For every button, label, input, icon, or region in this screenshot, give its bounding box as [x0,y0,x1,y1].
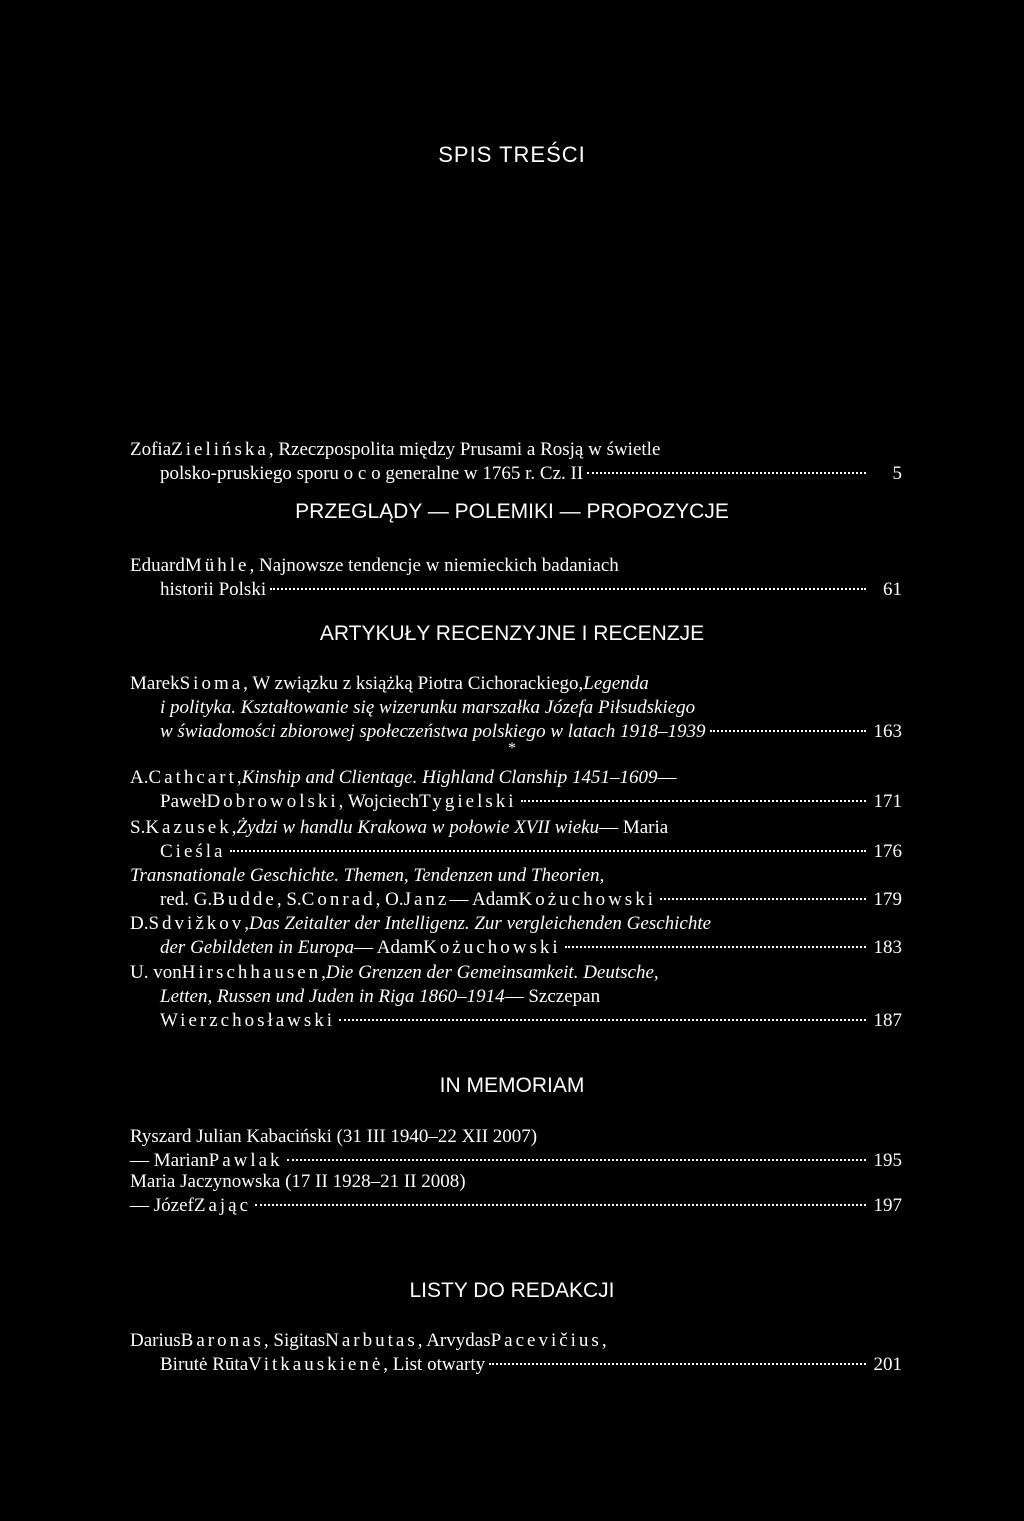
leader-dots [339,1019,866,1021]
text-span: Wierzchosławski [160,1010,336,1031]
text-span: Pawlak [208,1150,283,1171]
text-span: Tygielski [419,791,517,812]
text-span: Vitkauskienė [248,1354,384,1375]
toc-line [130,961,902,985]
page-title: SPIS TREŚCI [438,142,586,167]
text-span: Zielińska [171,439,269,460]
text-span: , [236,767,242,788]
section-heading-artykuly: ARTYKUŁY RECENZYJNE I RECENZJE [319,622,705,645]
toc-entry-jaczynowska [130,1170,902,1218]
text-span: — Maria [599,817,669,838]
toc-line [130,766,902,790]
text-span: , Sigitas [263,1330,326,1351]
toc-line [130,790,902,814]
section-heading-memoriam: IN MEMORIAM [439,1074,585,1097]
leader-dots [565,946,866,948]
text-span: , Rzeczpospolita między Prusami a Rosją w świetle [268,439,661,460]
page-number: 195 [873,1150,902,1171]
leader-dots [489,1363,866,1365]
toc-entry-sioma [130,672,902,744]
leader-dots [710,730,866,732]
page-number: 179 [873,889,902,910]
toc-entry-kabacinski [130,1125,902,1173]
text-span: Paweł [160,791,207,812]
text-span: Das Zeitalter der Intelligenz. Zur vergleichenden Geschichte [249,913,712,934]
text-span: Narbutas [325,1330,418,1351]
text-span: Transnationale Geschichte. Themen, Tendenzen und Theorien, [130,865,605,886]
toc-entry-hirschhausen [130,961,902,1033]
toc-line [130,438,902,462]
text-span: Baronas [180,1330,264,1351]
toc-line [130,1009,902,1033]
text-span: U. von [130,962,182,983]
toc-line [130,912,902,936]
text-span: , [244,913,250,934]
text-span: Legenda [583,673,649,694]
text-span: , W związku z książką Piotra Cichorackiego, [243,673,584,694]
toc-line [130,840,902,864]
toc-entry-sdvizkov [130,912,902,960]
toc-line [130,1170,902,1194]
toc-line [130,888,902,912]
page-number: 176 [873,841,902,862]
leader-dots [255,1204,866,1206]
text-span: — Adam [449,889,519,910]
text-span: Janz [403,889,450,910]
text-span: , [231,817,237,838]
text-span: Letten, Russen und Juden in Riga 1860–1914 [160,986,505,1007]
text-span: historii Polski [160,579,267,600]
toc-line [130,1329,902,1353]
text-span: der Gebildeten in Europa [160,937,355,958]
toc-entry-muhle [130,554,902,602]
text-span: Kożuchowski [518,889,656,910]
text-span: Cathcart [148,767,237,788]
toc-line [130,1353,902,1377]
text-span: Eduard [130,555,185,576]
text-span: — Marian [130,1150,209,1171]
text-span: Cieśla [160,841,226,862]
text-span: Hirschhausen [181,962,322,983]
toc-line [130,985,902,1009]
toc-line [130,816,902,840]
page-number: 187 [873,1010,902,1031]
text-span: Kazusek [145,817,232,838]
text-span: Maria Jaczynowska (17 II 1928–21 II 2008) [130,1171,466,1192]
toc-entry-kazusek [130,816,902,864]
text-span: Mühle [184,555,250,576]
text-span: Budde [212,889,277,910]
text-span: Dobrowolski [206,791,339,812]
leader-dots [270,588,866,590]
section-heading-przeglady: PRZEGLĄDY — POLEMIKI — PROPOZYCJE [295,500,729,523]
text-span: — Szczepan [504,986,601,1007]
page-number: 5 [892,463,902,484]
page-number: 171 [873,791,902,812]
leader-dots [587,472,866,474]
section-heading-listy: LISTY DO REDAKCJI [409,1279,615,1302]
text-span: — Adam [354,937,424,958]
page-number: 61 [883,579,902,600]
toc-line [130,1194,902,1218]
separator-star: * [508,740,516,757]
leader-dots [287,1159,866,1161]
text-span: A. [130,767,149,788]
text-span: Żydzi w handlu Krakowa w połowie XVII wieku [236,817,600,838]
text-span: , [601,1330,607,1351]
page-number: 163 [873,721,902,742]
toc-entry-baronas [130,1329,902,1377]
toc-entry-zielinska [130,438,902,486]
text-span: i polityka. Kształtowanie się wizerunku marszałka Józefa Piłsudskiego [160,697,696,718]
text-span: Kinship and Clientage. Highland Clanship 1451–1609 [241,767,658,788]
toc-entry-cathcart [130,766,902,814]
leader-dots [521,800,866,802]
text-span: , Arvydas [417,1330,491,1351]
text-span: Kożuchowski [423,937,561,958]
text-span: Darius [130,1330,181,1351]
text-span: Conrad [301,889,376,910]
toc-line [130,936,902,960]
toc-entry-transnationale [130,864,902,912]
leader-dots [660,898,866,900]
toc-line [130,1125,902,1149]
text-span: Sioma [179,673,244,694]
toc-line [130,462,902,486]
text-span: red. G. [160,889,213,910]
text-span: Die Grenzen der Gemeinsamkeit. Deutsche, [325,962,659,983]
text-span: Marek [130,673,180,694]
text-span: — [657,767,677,788]
text-span: w świadomości zbiorowej społeczeństwa polskiego w latach 1918–1939 [160,721,706,742]
text-span: Sdvižkov [148,913,245,934]
text-span: S. [130,817,146,838]
text-span: , S. [276,889,302,910]
text-span: , Wojciech [338,791,420,812]
text-span: Birutė Rūta [160,1354,249,1375]
text-span: , Najnowsze tendencje w niemieckich badaniach [249,555,619,576]
toc-line [130,672,902,696]
page-number: 197 [873,1195,902,1216]
text-span: Ryszard Julian Kabaciński (31 III 1940–22 XII 2007) [130,1126,538,1147]
toc-line [130,864,902,888]
page-number: 183 [873,937,902,958]
toc-line [130,696,902,720]
text-span: — Józef [130,1195,194,1216]
page-number: 201 [873,1354,902,1375]
text-span: Zofia [130,439,172,460]
text-span: Pacevičius [490,1330,602,1351]
toc-line [130,578,902,602]
text-span: D. [130,913,149,934]
text-span: , [321,962,326,983]
text-span: Zając [193,1195,252,1216]
text-span: , List otwarty [383,1354,486,1375]
leader-dots [230,850,867,852]
text-span: polsko-pruskiego sporu o c o generalne w 1765 r. Cz. II [160,463,584,484]
toc-line [130,554,902,578]
text-span: , O. [375,889,404,910]
